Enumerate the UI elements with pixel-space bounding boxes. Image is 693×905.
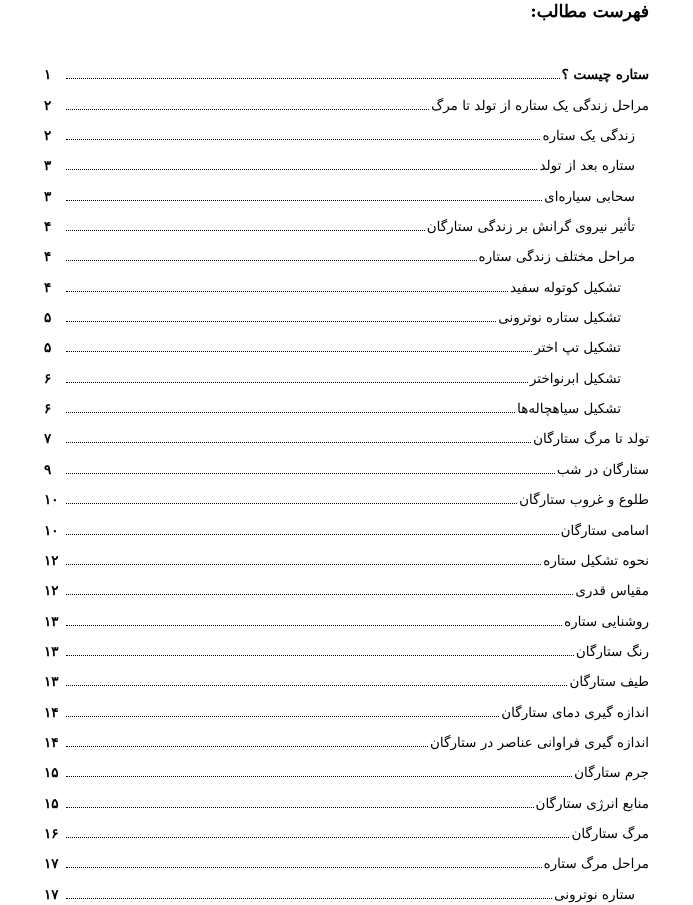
toc-entry-page-number: ۴ — [44, 249, 52, 266]
toc-entry[interactable] — [44, 296, 649, 326]
toc-entry[interactable] — [44, 265, 649, 295]
toc-entry[interactable] — [44, 721, 649, 751]
toc-entry-title: ستاره بعد از تولد — [539, 158, 635, 175]
toc-entry[interactable] — [44, 114, 649, 144]
toc-entry-page-number: ۱ — [44, 67, 52, 84]
toc-entry-title: طیف ستارگان — [569, 674, 649, 691]
toc-entry-title: تشکیل سیاهچاله‌ها — [517, 401, 621, 418]
toc-entry[interactable] — [44, 144, 649, 174]
toc-entry-page-number: ۶ — [44, 401, 52, 418]
toc-entry[interactable] — [44, 478, 649, 508]
dot-leader — [66, 473, 555, 474]
toc-entry-title: سحابی سیاره‌ای — [544, 188, 635, 205]
toc-entry-title: تولد تا مرگ ستارگان — [533, 431, 649, 448]
toc-entry-title: مراحل مختلف زندگی ستاره — [478, 249, 635, 266]
dot-leader — [66, 321, 496, 322]
toc-entry-page-number: ۱۲ — [44, 583, 59, 600]
dot-leader — [66, 200, 542, 201]
toc-entry-page-number: ۱۳ — [44, 613, 59, 630]
toc-entry-page-number: ۱۳ — [44, 643, 59, 660]
dot-leader — [66, 351, 532, 352]
toc-entry-title: تشکیل تپ اختر — [534, 340, 621, 357]
toc-entry[interactable] — [44, 569, 649, 599]
toc-entry-page-number: ۲ — [44, 97, 52, 114]
toc-entry-title: مراحل مرگ ستاره — [543, 856, 649, 873]
dot-leader — [66, 867, 542, 868]
dot-leader — [66, 169, 537, 170]
toc-entry-page-number: ۱۰ — [44, 492, 59, 509]
dot-leader — [66, 503, 517, 504]
toc-entry-title: ستاره نوترونی — [554, 886, 635, 903]
toc-entry[interactable] — [44, 53, 649, 83]
toc-entry-title: زندگی یک ستاره — [542, 128, 635, 145]
toc-entry-title: اندازه گیری دمای ستارگان — [501, 704, 649, 721]
dot-leader — [66, 898, 552, 899]
toc-entry[interactable] — [44, 205, 649, 235]
toc-entry-title: روشنایی ستاره — [564, 613, 649, 630]
toc-entry-page-number: ۳ — [44, 158, 52, 175]
toc-entry-page-number: ۶ — [44, 370, 52, 387]
toc-entry-title: تشکیل ابرنواختر — [529, 370, 621, 387]
toc-entry-page-number: ۱۵ — [44, 765, 59, 782]
toc-entry[interactable] — [44, 872, 649, 902]
dot-leader — [66, 746, 428, 747]
toc-entry-page-number: ۱۴ — [44, 734, 59, 751]
dot-leader — [66, 685, 567, 686]
toc-entry[interactable] — [44, 539, 649, 569]
toc-entry[interactable] — [44, 781, 649, 811]
toc-entry-page-number: ۵ — [44, 340, 52, 357]
toc-entry[interactable] — [44, 83, 649, 113]
dot-leader — [66, 776, 572, 777]
dot-leader — [66, 412, 515, 413]
toc-entry[interactable] — [44, 630, 649, 660]
toc-entry-title: نحوه تشکیل ستاره — [543, 552, 649, 569]
toc-entry-title: ستاره چیست ؟ — [561, 67, 649, 84]
toc-entry-title: مقیاس قدری — [575, 583, 649, 600]
toc-entry-page-number: ۳ — [44, 188, 52, 205]
toc-entry[interactable] — [44, 599, 649, 629]
dot-leader — [66, 837, 569, 838]
toc-entry-page-number: ۹ — [44, 461, 52, 478]
toc-entry-title: تأثیر نیروی گرانش بر زندگی ستارگان — [426, 219, 635, 236]
toc-entry[interactable] — [44, 447, 649, 477]
toc-entry[interactable] — [44, 842, 649, 872]
dot-leader — [66, 534, 559, 535]
toc-entry-page-number: ۴ — [44, 279, 52, 296]
dot-leader — [66, 807, 534, 808]
toc-entry[interactable] — [44, 508, 649, 538]
toc-entry[interactable] — [44, 326, 649, 356]
toc-entry[interactable] — [44, 417, 649, 447]
dot-leader — [66, 716, 499, 717]
toc-entry-title: منابع انرژی ستارگان — [535, 795, 649, 812]
dot-leader — [66, 78, 560, 79]
toc-entry-title: اندازه گیری فراوانی عناصر در ستارگان — [430, 734, 649, 751]
toc-entry-page-number: ۱۰ — [44, 522, 59, 539]
toc-entry-page-number: ۱۴ — [44, 704, 59, 721]
dot-leader — [66, 291, 508, 292]
toc-entry[interactable] — [44, 690, 649, 720]
dot-leader — [66, 564, 541, 565]
toc-entry-title: ستارگان در شب — [556, 461, 649, 478]
toc-entry-page-number: ۱۷ — [44, 886, 59, 903]
toc-entry-page-number: ۵ — [44, 310, 52, 327]
toc-entry-page-number: ۱۶ — [44, 825, 59, 842]
toc-entry-title: اسامی ستارگان — [560, 522, 649, 539]
toc-entry-page-number: ۷ — [44, 431, 52, 448]
dot-leader — [66, 139, 540, 140]
toc-entry-title: مرگ ستارگان — [571, 825, 649, 842]
dot-leader — [66, 260, 477, 261]
toc-entry-title: مراحل زندگی یک ستاره از تولد تا مرگ — [431, 97, 649, 114]
toc-entry-page-number: ۱۷ — [44, 856, 59, 873]
toc-entry-page-number: ۴ — [44, 219, 52, 236]
toc-entry-title: تشکیل ستاره نوترونی — [498, 310, 621, 327]
toc-entry-title: طلوع و غروب ستارگان — [519, 492, 649, 509]
dot-leader — [66, 442, 531, 443]
toc-title: فهرست مطالب: — [530, 2, 649, 22]
dot-leader — [66, 594, 573, 595]
toc-entry-title: رنگ ستارگان — [575, 643, 649, 660]
dot-leader — [66, 382, 528, 383]
toc-entry[interactable] — [44, 235, 649, 265]
dot-leader — [66, 109, 429, 110]
toc-entry-page-number: ۲ — [44, 128, 52, 145]
toc-entry-page-number: ۱۲ — [44, 552, 59, 569]
toc-entry[interactable] — [44, 660, 649, 690]
toc-entry-page-number: ۱۳ — [44, 674, 59, 691]
dot-leader — [66, 625, 562, 626]
toc-entry[interactable] — [44, 387, 649, 417]
toc-entry[interactable] — [44, 356, 649, 386]
toc-entry[interactable] — [44, 174, 649, 204]
toc-entry[interactable] — [44, 812, 649, 842]
dot-leader — [66, 230, 425, 231]
toc-entry-title: جرم ستارگان — [574, 765, 649, 782]
toc-entry-page-number: ۱۵ — [44, 795, 59, 812]
dot-leader — [66, 655, 574, 656]
toc-list — [44, 53, 649, 903]
toc-entry[interactable] — [44, 751, 649, 781]
toc-entry-title: تشکیل کوتوله سفید — [510, 279, 621, 296]
